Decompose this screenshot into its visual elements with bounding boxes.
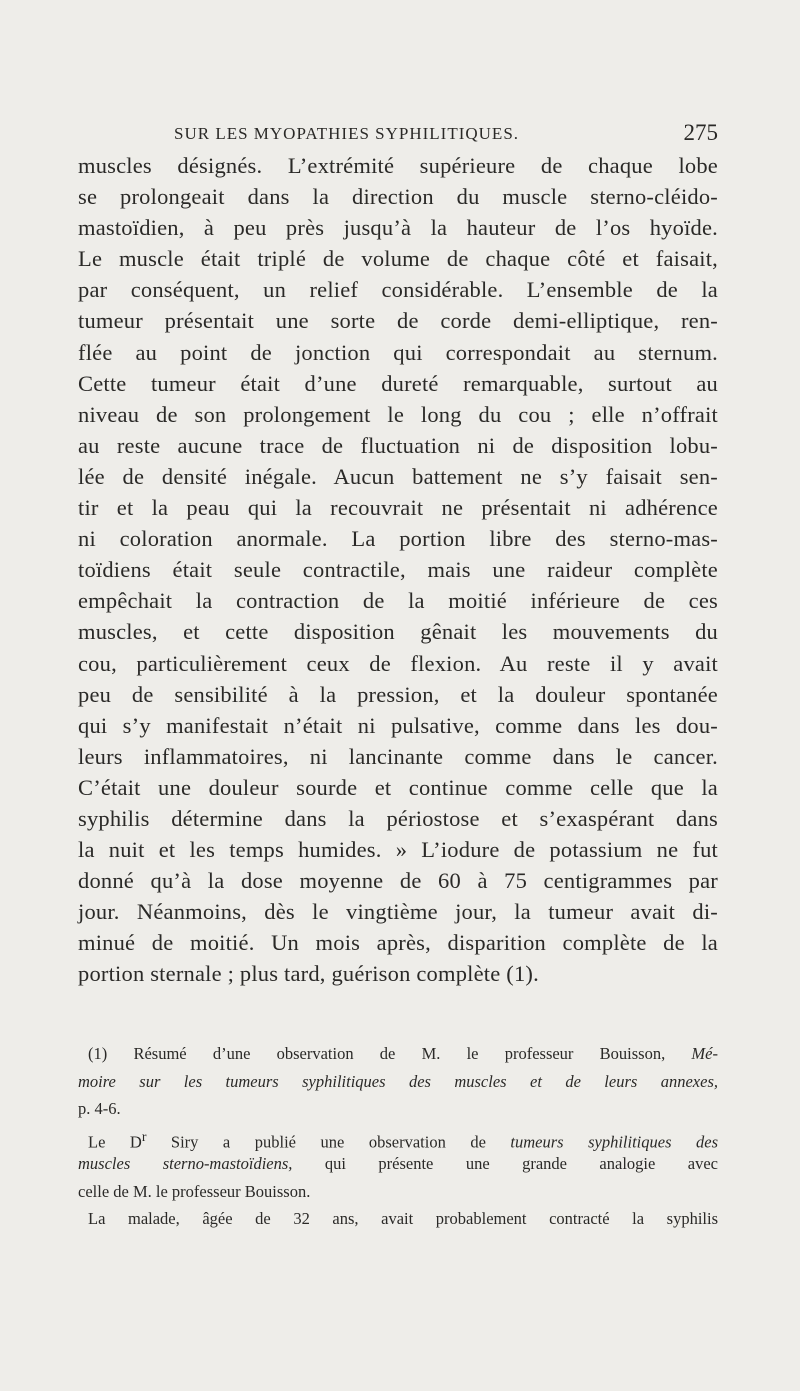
text-line: donné qu’à la dose moyenne de 60 à 75 centigrammes par [78,868,718,894]
footnote-1-line-3 [78,1095,718,1123]
text-line: portion sternale ; plus tard, guérison complète (1). [78,961,539,987]
page-header [78,120,718,150]
footnote-italic: muscles sterno-mastoïdiens, [78,1154,293,1173]
text-line: lée de densité inégale. Aucun battement ne s’y faisait sen- [78,463,718,489]
page-number: 275 [683,120,718,145]
footnote-text: (1) Résumé d’une observation de M. le professeur Bouisson, [88,1044,666,1063]
text-line: au reste aucune trace de fluctuation ni de disposition lobu- [78,432,718,458]
text-line: C’était une douleur sourde et continue comme celle que la [78,774,718,800]
footnote-text: Siry a publié une observation de [146,1132,511,1151]
running-title: SUR LES MYOPATHIES SYPHILITIQUES. [174,124,520,143]
footnote-superscript: r [141,1128,147,1144]
footnote-text: celle de M. le professeur Bouisson. [78,1181,311,1201]
text-line: cou, particulièrement ceux de flexion. Au reste il y avait [78,650,718,676]
footnote-2-line-2 [78,1150,718,1178]
text-line: la nuit et les temps humides. » L’iodure de potassium ne fut [78,837,718,863]
text-line: syphilis détermine dans la périostose et s’exaspérant dans [78,805,718,831]
text-line: qui s’y manifestait n’était ni pulsative, comme dans les dou- [78,712,718,738]
text-line: ni coloration anormale. La portion libre des sterno-mas- [78,526,718,552]
footnote-italic: moire sur les tumeurs syphilitiques des muscles et de leurs annexes, [78,1071,718,1091]
text-line: flée au point de jonction qui correspondait au sternum. [78,339,718,365]
text-line: Cette tumeur était d’une dureté remarquable, surtout au [78,370,718,396]
text-line: muscles désignés. L’extrémité supérieure de chaque lobe [78,153,718,178]
footnote-1-line-1 [78,1040,718,1068]
footnote-3-line-1 [78,1205,718,1233]
footnote-text: p. 4-6. [78,1099,121,1118]
text-line: leurs inflammatoires, ni lancinante comme dans le cancer. [78,743,718,769]
text-line: Le muscle était triplé de volume de chaque côté et faisait, [78,246,718,272]
text-line: muscles, et cette disposition gênait les mouvements du [78,619,718,645]
text-line: jour. Néanmoins, dès le vingtième jour, la tumeur avait di- [78,899,718,925]
text-line: par conséquent, un relief considérable. L’ensemble de la [78,277,718,303]
footnote-italic: Mé- [691,1044,718,1063]
footnote-text: La malade, âgée de 32 ans, avait probablement contracté la syphilis [88,1209,718,1228]
footnote-text: qui présente une grande analogie avec [292,1154,718,1173]
body-text [78,150,718,990]
text-line: mastoïdien, à peu près jusqu’à la hauteur de l’os hyoïde. [78,215,718,241]
footnote-2-line-1 [78,1123,718,1151]
text-line: se prolongeait dans la direction du muscle sterno-cléido- [78,184,718,210]
footnote-text: Le D [88,1132,142,1151]
footnote-2-line-3 [78,1178,718,1206]
footnote-1-line-2 [78,1068,718,1096]
text-line: tumeur présentait une sorte de corde demi-elliptique, ren- [78,308,718,334]
footnotes [78,1040,718,1233]
text-line: niveau de son prolongement le long du cou ; elle n’offrait [78,401,718,427]
text-line: minué de moitié. Un mois après, disparition complète de la [78,930,718,956]
footnote-italic: tumeurs syphilitiques des [510,1132,718,1151]
text-line: toïdiens était seule contractile, mais une raideur complète [78,557,718,583]
text-line: tir et la peau qui la recouvrait ne présentait ni adhérence [78,495,718,521]
text-line: empêchait la contraction de la moitié inférieure de ces [78,588,718,614]
text-line: peu de sensibilité à la pression, et la douleur spontanée [78,681,718,707]
